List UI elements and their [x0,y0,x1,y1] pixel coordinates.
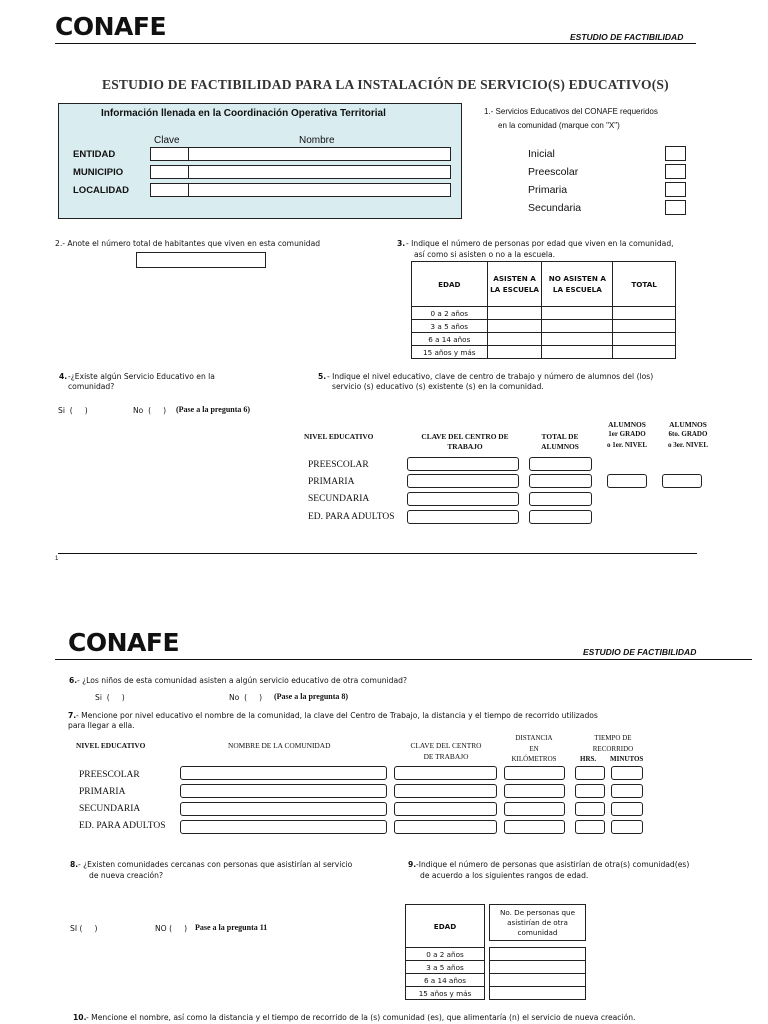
q5-level-label: PRIMARIA [308,477,355,487]
q7-secundaria-clave[interactable] [394,802,497,816]
conafe-logo: CONAFE [68,628,180,657]
q4-pase: (Pase a la pregunta 6) [176,405,251,414]
q1-secundaria-checkbox[interactable] [665,200,686,215]
q3-header: EDAD [412,262,488,307]
q4-number: 4. [59,372,68,381]
municipio-clave-field[interactable] [150,165,189,179]
q9-number: 9. [408,860,417,869]
q2-habitantes-field[interactable] [136,252,266,268]
entidad-clave-field[interactable] [150,147,189,161]
q5-secundaria-total[interactable] [529,492,592,506]
q9-text: de acuerdo a los siguientes rangos de edad. [420,871,589,880]
q3-cell[interactable] [487,307,542,320]
q9-age-label: 0 a 2 años [406,948,485,961]
q1-option-label: Preescolar [528,166,579,178]
q1-primaria-checkbox[interactable] [665,182,686,197]
q5-col-total: TOTAL DE ALUMNOS [541,432,579,451]
header-title: ESTUDIO DE FACTIBILIDAD [583,647,697,657]
q5-primaria-total[interactable] [529,474,592,488]
q3-header: TOTAL [613,262,676,307]
table-row [412,307,676,320]
q3-header: ASISTEN A LA ESCUELA [487,262,542,307]
q4-text: -¿Existe algún Servicio Educativo en la [68,372,215,381]
q8-text: - ¿Existen comunidades cercanas con personas que asistirían al servicio [78,860,353,869]
q3-age-label: 6 a 14 años [412,333,488,346]
q5-secundaria-clave[interactable] [407,492,519,506]
q5-col-alumnos1: 1er GRADO [608,430,646,438]
q5-text: servicio (s) educativo (s) existente (s) en la comunidad. [332,382,544,391]
q7-col-tiempo: RECORRIDO [592,745,634,753]
q9-age-label: 6 a 14 años [406,974,485,987]
q6-si-option[interactable]: Si ( ) [95,693,125,702]
header-rule [55,659,752,660]
localidad-nombre-field[interactable] [188,183,451,197]
q3-age-label: 3 a 5 años [412,320,488,333]
q7-adultos-clave[interactable] [394,820,497,834]
q7-level-label: PRIMARIA [79,787,126,797]
q7-col-clave: CLAVE DEL CENTRO [410,741,482,750]
q9-header: No. De personas que asistirían de otra comunidad [490,905,586,941]
q9-cell[interactable] [490,961,586,974]
cot-col-nombre: Nombre [299,135,335,146]
q9-text: -Indique el número de personas que asistirían de otra(s) comunidad(es) [416,860,690,869]
q5-level-label: PREESCOLAR [308,460,369,470]
q7-preescolar-distancia[interactable] [504,766,565,780]
q9-cell[interactable] [490,948,586,961]
q3-cell[interactable] [613,346,676,359]
q3-cell[interactable] [542,346,613,359]
q8-text: de nueva creación? [89,871,163,880]
q7-primaria-nombre[interactable] [180,784,387,798]
q6-pase: (Pase a la pregunta 8) [274,692,349,701]
q9-cell[interactable] [490,974,586,987]
localidad-clave-field[interactable] [150,183,189,197]
cot-row-label: LOCALIDAD [73,185,129,196]
q5-alumnos-1er-field[interactable] [607,474,647,488]
q7-secundaria-distancia[interactable] [504,802,565,816]
q5-col-clave: CLAVE DEL CENTRO DE TRABAJO [421,432,509,451]
q7-preescolar-minutos[interactable] [611,766,643,780]
header-title: ESTUDIO DE FACTIBILIDAD [570,32,684,42]
q7-col-tiempo: TIEMPO DE [594,734,632,742]
q5-col-nivel: NIVEL EDUCATIVO [304,432,374,441]
q3-number: 3. [397,239,406,248]
q3-age-label: 15 años y más [412,346,488,359]
q3-text: así como si asisten o no a la escuela. [414,250,556,259]
q7-adultos-minutos[interactable] [611,820,643,834]
q7-adultos-nombre[interactable] [180,820,387,834]
q9-cell[interactable] [490,987,586,1000]
q3-cell[interactable] [542,333,613,346]
q5-number: 5. [318,372,327,381]
q7-adultos-distancia[interactable] [504,820,565,834]
q7-secundaria-minutos[interactable] [611,802,643,816]
q7-number: 7. [68,711,77,720]
q1-inicial-checkbox[interactable] [665,146,686,161]
q5-col-alumnos1: o 1er. NIVEL [607,441,647,449]
q1-option-label: Secundaria [528,202,582,214]
q7-col-clave: DE TRABAJO [423,752,469,761]
form-title: ESTUDIO DE FACTIBILIDAD PARA LA INSTALACIÓN DE SERVICIO(S) EDUCATIVO(S) [102,77,669,92]
q7-primaria-minutos[interactable] [611,784,643,798]
q7-col-nombre: NOMBRE DE LA COMUNIDAD [228,741,331,750]
q8-number: 8. [70,860,79,869]
q7-primaria-clave[interactable] [394,784,497,798]
q7-adultos-hrs[interactable] [575,820,605,834]
q7-col-nivel: NIVEL EDUCATIVO [76,741,146,750]
q6-text: - ¿Los niños de esta comunidad asisten a algún servicio educativo de otra comunidad? [77,676,408,685]
q9-age-table [405,904,485,1000]
q7-col-minutos: MINUTOS [610,755,644,763]
q7-col-distancia: EN [529,745,539,753]
q7-col-distancia: KILÓMETROS [511,755,557,763]
q5-alumnos-6to-field[interactable] [662,474,702,488]
q3-cell[interactable] [487,333,542,346]
q7-level-label: ED. PARA ADULTOS [79,821,166,831]
q4-si-option[interactable]: Si ( ) [58,406,88,415]
table-row [412,320,676,333]
q7-col-distancia: DISTANCIA [515,734,553,742]
q3-table [411,261,676,359]
q1-text: en la comunidad (marque con "X") [498,121,620,130]
q5-col-alumnos6: 6to. GRADO [668,430,708,438]
q10-number: 10. [73,1013,87,1022]
q3-cell[interactable] [542,320,613,333]
cot-heading: Información llenada en la Coordinación Operativa Territorial [101,108,386,119]
q3-age-label: 0 a 2 años [412,307,488,320]
cot-panel [58,103,462,219]
q7-col-hrs: HRS. [580,755,597,763]
q5-adultos-clave[interactable] [407,510,519,524]
q1-option-label: Inicial [528,148,555,160]
cot-row-label: MUNICIPIO [73,167,124,178]
conafe-logo: CONAFE [55,12,167,41]
q3-cell[interactable] [487,320,542,333]
q5-preescolar-total[interactable] [529,457,592,471]
cot-row-label: ENTIDAD [73,149,116,160]
q1-text: 1.- Servicios Educativos del CONAFE requeridos [484,107,658,116]
q5-primaria-clave[interactable] [407,474,519,488]
q9-age-label: 3 a 5 años [406,961,485,974]
q9-header: EDAD [406,905,485,948]
q7-primaria-distancia[interactable] [504,784,565,798]
q5-preescolar-clave[interactable] [407,457,519,471]
footer-rule [58,553,697,554]
q5-level-label: ED. PARA ADULTOS [308,512,395,522]
q7-text: para llegar a ella. [68,721,135,730]
header-rule [55,43,696,44]
table-row [412,333,676,346]
q7-secundaria-nombre[interactable] [180,802,387,816]
q4-no-option[interactable]: No ( ) [133,406,167,415]
q3-cell[interactable] [613,307,676,320]
q5-level-label: SECUNDARIA [308,494,370,504]
q3-cell[interactable] [613,320,676,333]
page-number: 1 [55,556,59,562]
q7-level-label: SECUNDARIA [79,804,141,814]
q3-header: NO ASISTEN A LA ESCUELA [542,262,613,307]
q1-preescolar-checkbox[interactable] [665,164,686,179]
entidad-nombre-field[interactable] [188,147,451,161]
q10-text: - Mencione el nombre, así como la distancia y el tiempo de recorrido de la (s) comunidad (es), que alimentaría (n) el servicio de nueva creación. [86,1013,636,1022]
q3-text: - Indique el número de personas por edad que viven en la comunidad, [406,239,674,248]
q1-option-label: Primaria [528,184,568,196]
q9-count-table [489,904,586,941]
q7-preescolar-hrs[interactable] [575,766,605,780]
q4-text: comunidad? [68,382,115,391]
q8-si-option[interactable]: SI ( ) [70,924,98,933]
q7-level-label: PREESCOLAR [79,770,140,780]
q6-no-option[interactable]: No ( ) [229,693,263,702]
q8-no-option[interactable]: NO ( ) [155,924,188,933]
q7-preescolar-clave[interactable] [394,766,497,780]
q9-count-cells [489,947,586,1000]
municipio-nombre-field[interactable] [188,165,451,179]
q5-col-alumnos6: o 3er. NIVEL [668,441,708,449]
cot-col-clave: Clave [154,135,180,146]
q2-text: 2.- Anote el número total de habitantes que viven en esta comunidad [55,239,321,248]
table-row [412,346,676,359]
q7-preescolar-nombre[interactable] [180,766,387,780]
q3-cell[interactable] [487,346,542,359]
q9-age-label: 15 años y más [406,987,485,1000]
q5-col-alumnos1: ALUMNOS [608,420,646,429]
q7-secundaria-hrs[interactable] [575,802,605,816]
q7-primaria-hrs[interactable] [575,784,605,798]
q5-adultos-total[interactable] [529,510,592,524]
q3-cell[interactable] [542,307,613,320]
q8-pase: Pase a la pregunta 11 [195,923,268,932]
q5-text: - Indique el nivel educativo, clave de centro de trabajo y número de alumnos del (los) [327,372,654,381]
q3-cell[interactable] [613,333,676,346]
q6-number: 6. [69,676,78,685]
q5-col-alumnos6: ALUMNOS [669,420,707,429]
q7-text: - Mencione por nivel educativo el nombre de la comunidad, la clave del Centro de Trabajo, la distancia y el tiempo de recorrido utilizados [76,711,598,720]
